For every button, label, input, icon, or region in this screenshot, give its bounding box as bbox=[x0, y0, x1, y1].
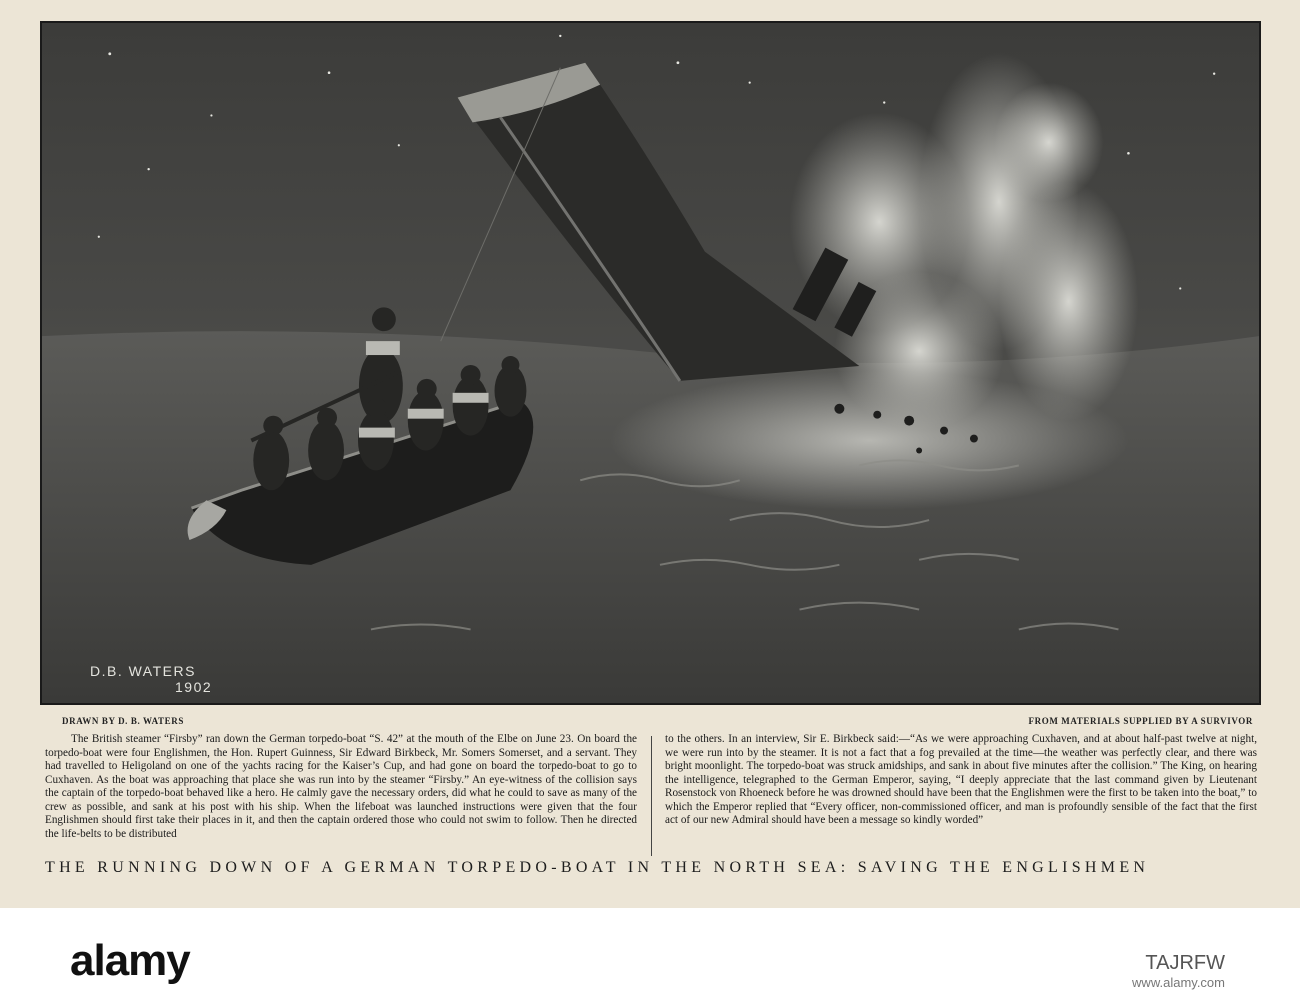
source-credit: FROM MATERIALS SUPPLIED BY A SURVIVOR bbox=[1028, 716, 1253, 726]
image-id: TAJRFW bbox=[1145, 952, 1225, 974]
signature-name: D.B. WATERS bbox=[90, 663, 196, 679]
signature-year: 1902 bbox=[175, 679, 213, 695]
column-divider bbox=[651, 736, 652, 856]
alamy-logo: alamy bbox=[70, 936, 190, 985]
article-column-2: to the others. In an interview, Sir E. Birkbeck said:—“As we were approaching Cuxhaven, and at about half-past twelve at night, we were run into by the steamer. It is not a fact that a fog prevailed at the time—the weather was perfectly clear, and there was bright moonlight. The torpedo-boat was struck amidships, and sank in about five minutes after the collision.” The King, on hearing the intelligence, telegraphed to the German Emperor, saying, “I deeply appreciate that the last command given by Lieutenant Rosenstock von Rhoeneck before he was drowned should have been that the Englishmen were the first to be taken into the boat,” to which the Emperor replied that “Every officer, non-commissioned officer, and man is profoundly sensible of the fact that the first act of our new Admiral should have been a message so kindly worded” bbox=[665, 733, 1257, 826]
illustration-sinking-torpedo-boat bbox=[40, 21, 1261, 705]
engraving-scene bbox=[42, 23, 1259, 703]
watermark-url: www.alamy.com bbox=[1132, 975, 1225, 990]
artist-credit: DRAWN BY D. B. WATERS bbox=[62, 716, 184, 726]
watermark-bar bbox=[0, 908, 1300, 996]
page-caption: THE RUNNING DOWN OF A GERMAN TORPEDO-BOAT IN THE NORTH SEA: SAVING THE ENGLISHMEN bbox=[45, 859, 1150, 876]
article-column-1: The British steamer “Firsby” ran down the German torpedo-boat “S. 42” at the mouth of the Elbe on June 23. On board the torpedo-boat were four Englishmen, the Hon. Rupert Guinness, Sir Edward Birkbeck, Mr. Somers Somerset, and a servant. They had travelled to Heligoland on one of the yachts racing for the Kaiser’s Cup, and had gone on board the torpedo-boat to go to Cuxhaven. As the boat was approaching that place she was run into by the steamer “Firsby.” An eye-witness of the collision says the captain of the torpedo-boat behaved like a hero. He calmly gave the necessary orders, did what he could to save as many of the crew as possible, and sank at his post with his ship. When the lifeboat was launched instructions were given that the four Englishmen should first take their places in it, and then the captain ordered those who could not swim to follow. Then he directed the life-belts to be distributed bbox=[45, 733, 637, 840]
artist-signature bbox=[90, 663, 240, 695]
